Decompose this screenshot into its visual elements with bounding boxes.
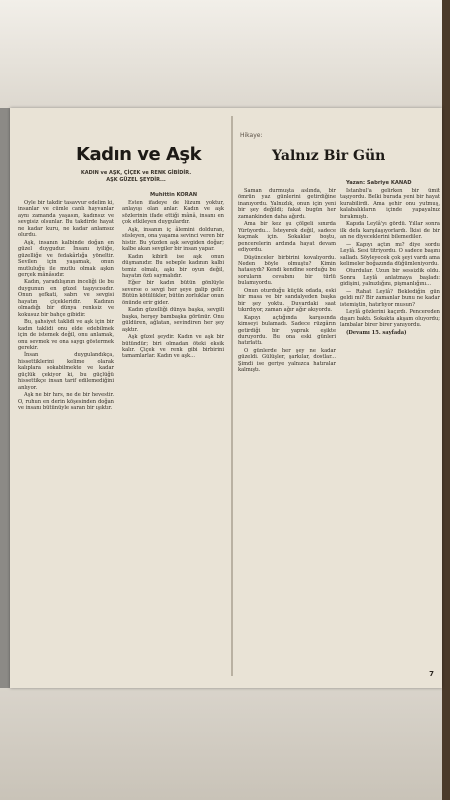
paragraph: Kadın kibirli ise aşk onun düşmanıdır. Bu sebeple kadının kalbi temiz olmalı, aşkı bir oyun değil, hayatın özü saymalıdır.: [122, 253, 224, 279]
paragraph: Aşk, insanın kalbinde doğan en güzel duygudur. İnsanı iyiliğe, güzelliğe ve fedakârlığa yöneltir. Sevilen için yaşamak, onun mutluluğu ile mutlu olmak aşkın gerçek mânâsıdır.: [18, 239, 114, 278]
paragraph: İstanbul'a gelirken bir ümit taşıyordu. Belki burada yeni bir hayat kurabilirdi. Ama şehir onu yutmuş, kalabalıkların içinde yapayalnız bırakmıştı.: [340, 188, 440, 220]
paragraph: — Rahat Leylâ? Beklediğin gün geldi mi? Bir zamanlar bunu ne kadar istemiştin, hatırlıyor musun?: [340, 288, 440, 308]
paragraph: Düşünceler birbirini kovalıyordu. Neden böyle olmuştu? Kimin hatasıydı? Kendi kendine sorduğu bu soruların cevabını bir türlü bulamıyordu.: [238, 254, 336, 287]
background-top: [0, 0, 450, 108]
binding-spine: [442, 0, 450, 800]
paragraph: Kadın, yaradılışının inceliği ile bu duygunun en güzel taşıyıcısıdır. Onun şefkati, sabrı ve sevgisi hayatın çiçekleridir. Kadının olmadığı bir dünya renksiz ve kokusuz bir bahçe gibidir.: [18, 279, 114, 318]
paragraph: Kadın güzelliği dünya başka, sevgili başka, herşey bambaşka görünür. Onu güldüren, ağlatan, sevindiren her şey aşktır.: [122, 307, 224, 333]
paragraph: Esten ifadeye de lüzum yoktur, anlayışı olan anlar. Kadın ve aşk sözlerinin ifade ettiği mânâ, insanı en çok etkileyen duygulardır.: [122, 200, 224, 226]
paragraph: Eğer bir kadın bütün gönlüyle severse o sevgi her şeye galip gelir. Bütün kötülükler, bütün zorluklar onun önünde erir gider.: [122, 280, 224, 306]
article-title: Kadın ve Aşk: [76, 144, 202, 165]
section-tag: Hikaye:: [240, 132, 263, 139]
story-right: [234, 108, 442, 688]
paragraph: Aşk, insanın iç âlemini dolduran, süsleyen, ona yaşama sevinci veren bir histir. Bu yüzden aşk sevgiden doğar; kalbe akan sevgiler bir insan yapar.: [122, 226, 224, 253]
article-column-1: [18, 200, 114, 682]
continued-note: (Devamı 15. sayfada): [346, 329, 407, 336]
paragraph: O günlerde her şey ne kadar güzeldi. Gülüşler, şarkılar, dostlar... Şimdi ise geriye yalnızca hatıralar kalmıştı.: [238, 347, 336, 374]
paragraph: Onun oturduğu küçük odada, eski bir masa ve bir sandalyeden başka bir şey yoktu. Duvardaki saat tıkırdıyor, zaman ağır ağır akıyordu.: [238, 287, 336, 314]
paragraph: Kapıda Leylâ'yı gördü. Yıllar sonra ilk defa karşılaşıyorlardı. İkisi de bir an ne diyeceklerini bilemediler.: [340, 221, 440, 241]
article-left: [10, 108, 230, 688]
story-column-2: [340, 188, 440, 682]
column-divider: [231, 116, 233, 676]
paragraph: Oturdular. Uzun bir sessizlik oldu. Sonra Leylâ anlatmaya başladı: gidişini, yalnızlığını, pişmanlığını...: [340, 268, 440, 288]
article-author: Muhittin KORAN: [150, 192, 198, 198]
paragraph: Saman durmuşta aslında, bir ömrün yaz günlerini getirdiğine inanıyordu. Yalnızlık, onun için yeni bir şey değildi; fakat bugün her zamankinden daha ağırdı.: [238, 188, 336, 220]
paragraph: Ama bir kez şu çölgeli sınırda Yürüyordu... İsteyerek değil, sadece kaçmak için. Sokaklar boştu, pencerelerin ardında hayat devam ediyordu.: [238, 221, 336, 254]
paragraph: Aşk güzel şeydir. Kadın ve aşk bir bütündür; biri olmadan öteki eksik kalır. Çiçek ve renk gibi birbirini tamamlarlar. Kadın ve aşk...: [122, 334, 224, 360]
story-title: Yalnız Bir Gün: [272, 148, 386, 164]
article-column-2: [122, 200, 224, 682]
article-subtitle: KADIN ve AŞK, ÇİÇEK ve RENK GİBİDİR. AŞK GÜZEL ŞEYDİR...: [80, 170, 192, 183]
paragraph: İnsan duygulandıkça, hissettiklerini kelime olarak kalıplara sokabilmekte ve kadar güçlük çekiyor ki, bu güçlüğü hissettikçe insan tarif edilemediğini anlıyor.: [18, 352, 114, 391]
paragraph: Aşk ne bir hırs, ne de bir hevestir. O, ruhun en derin köşesinden doğan ve insanı bütünüyle saran bir ışıktır.: [18, 392, 114, 412]
background-bottom: [0, 688, 450, 800]
paragraph: — Kapıyı açtın mı? diye sordu Leylâ. Sesi titriyordu. O sadece başını salladı. Söyleyecek çok şeyi vardı ama kelimeler boğazında düğümleniyordu.: [340, 241, 440, 267]
paragraph: Leylâ gözlerini kaçırdı. Pencereden dışarı baktı. Sokakta akşam oluyordu; lambalar birer birer yanıyordu.: [340, 309, 440, 329]
paragraph: Kapıyı açtığında karşısında kimseyi bulamadı. Sadece rüzgârın getirdiği bir yaprak eşikte duruyordu. Bu ona eski günleri hatırlattı.: [238, 314, 336, 347]
paragraph: Bu, şahsiyet taklidi ve aşk için bir kadın taklidi onu elde edebilmek için de istemek değil, onu anlamak, onu sevmek ve ona saygı göstermek gerekir.: [18, 319, 114, 351]
page-number: 7: [429, 670, 434, 678]
paragraph: Öyle bir takdir tasavvur edelim ki, insanlar ve cümle canlı hayvanlar aynı zamanda yaşasın, kadınsız ve sevgisiz olsunlar. Bu takdirde hayat ne kadar kuru, ne kadar anlamsız olurdu.: [18, 200, 114, 239]
magazine-page: [10, 108, 442, 688]
story-author: Yazan: Sabriye KANAD: [346, 180, 412, 186]
story-column-1: [238, 188, 336, 682]
